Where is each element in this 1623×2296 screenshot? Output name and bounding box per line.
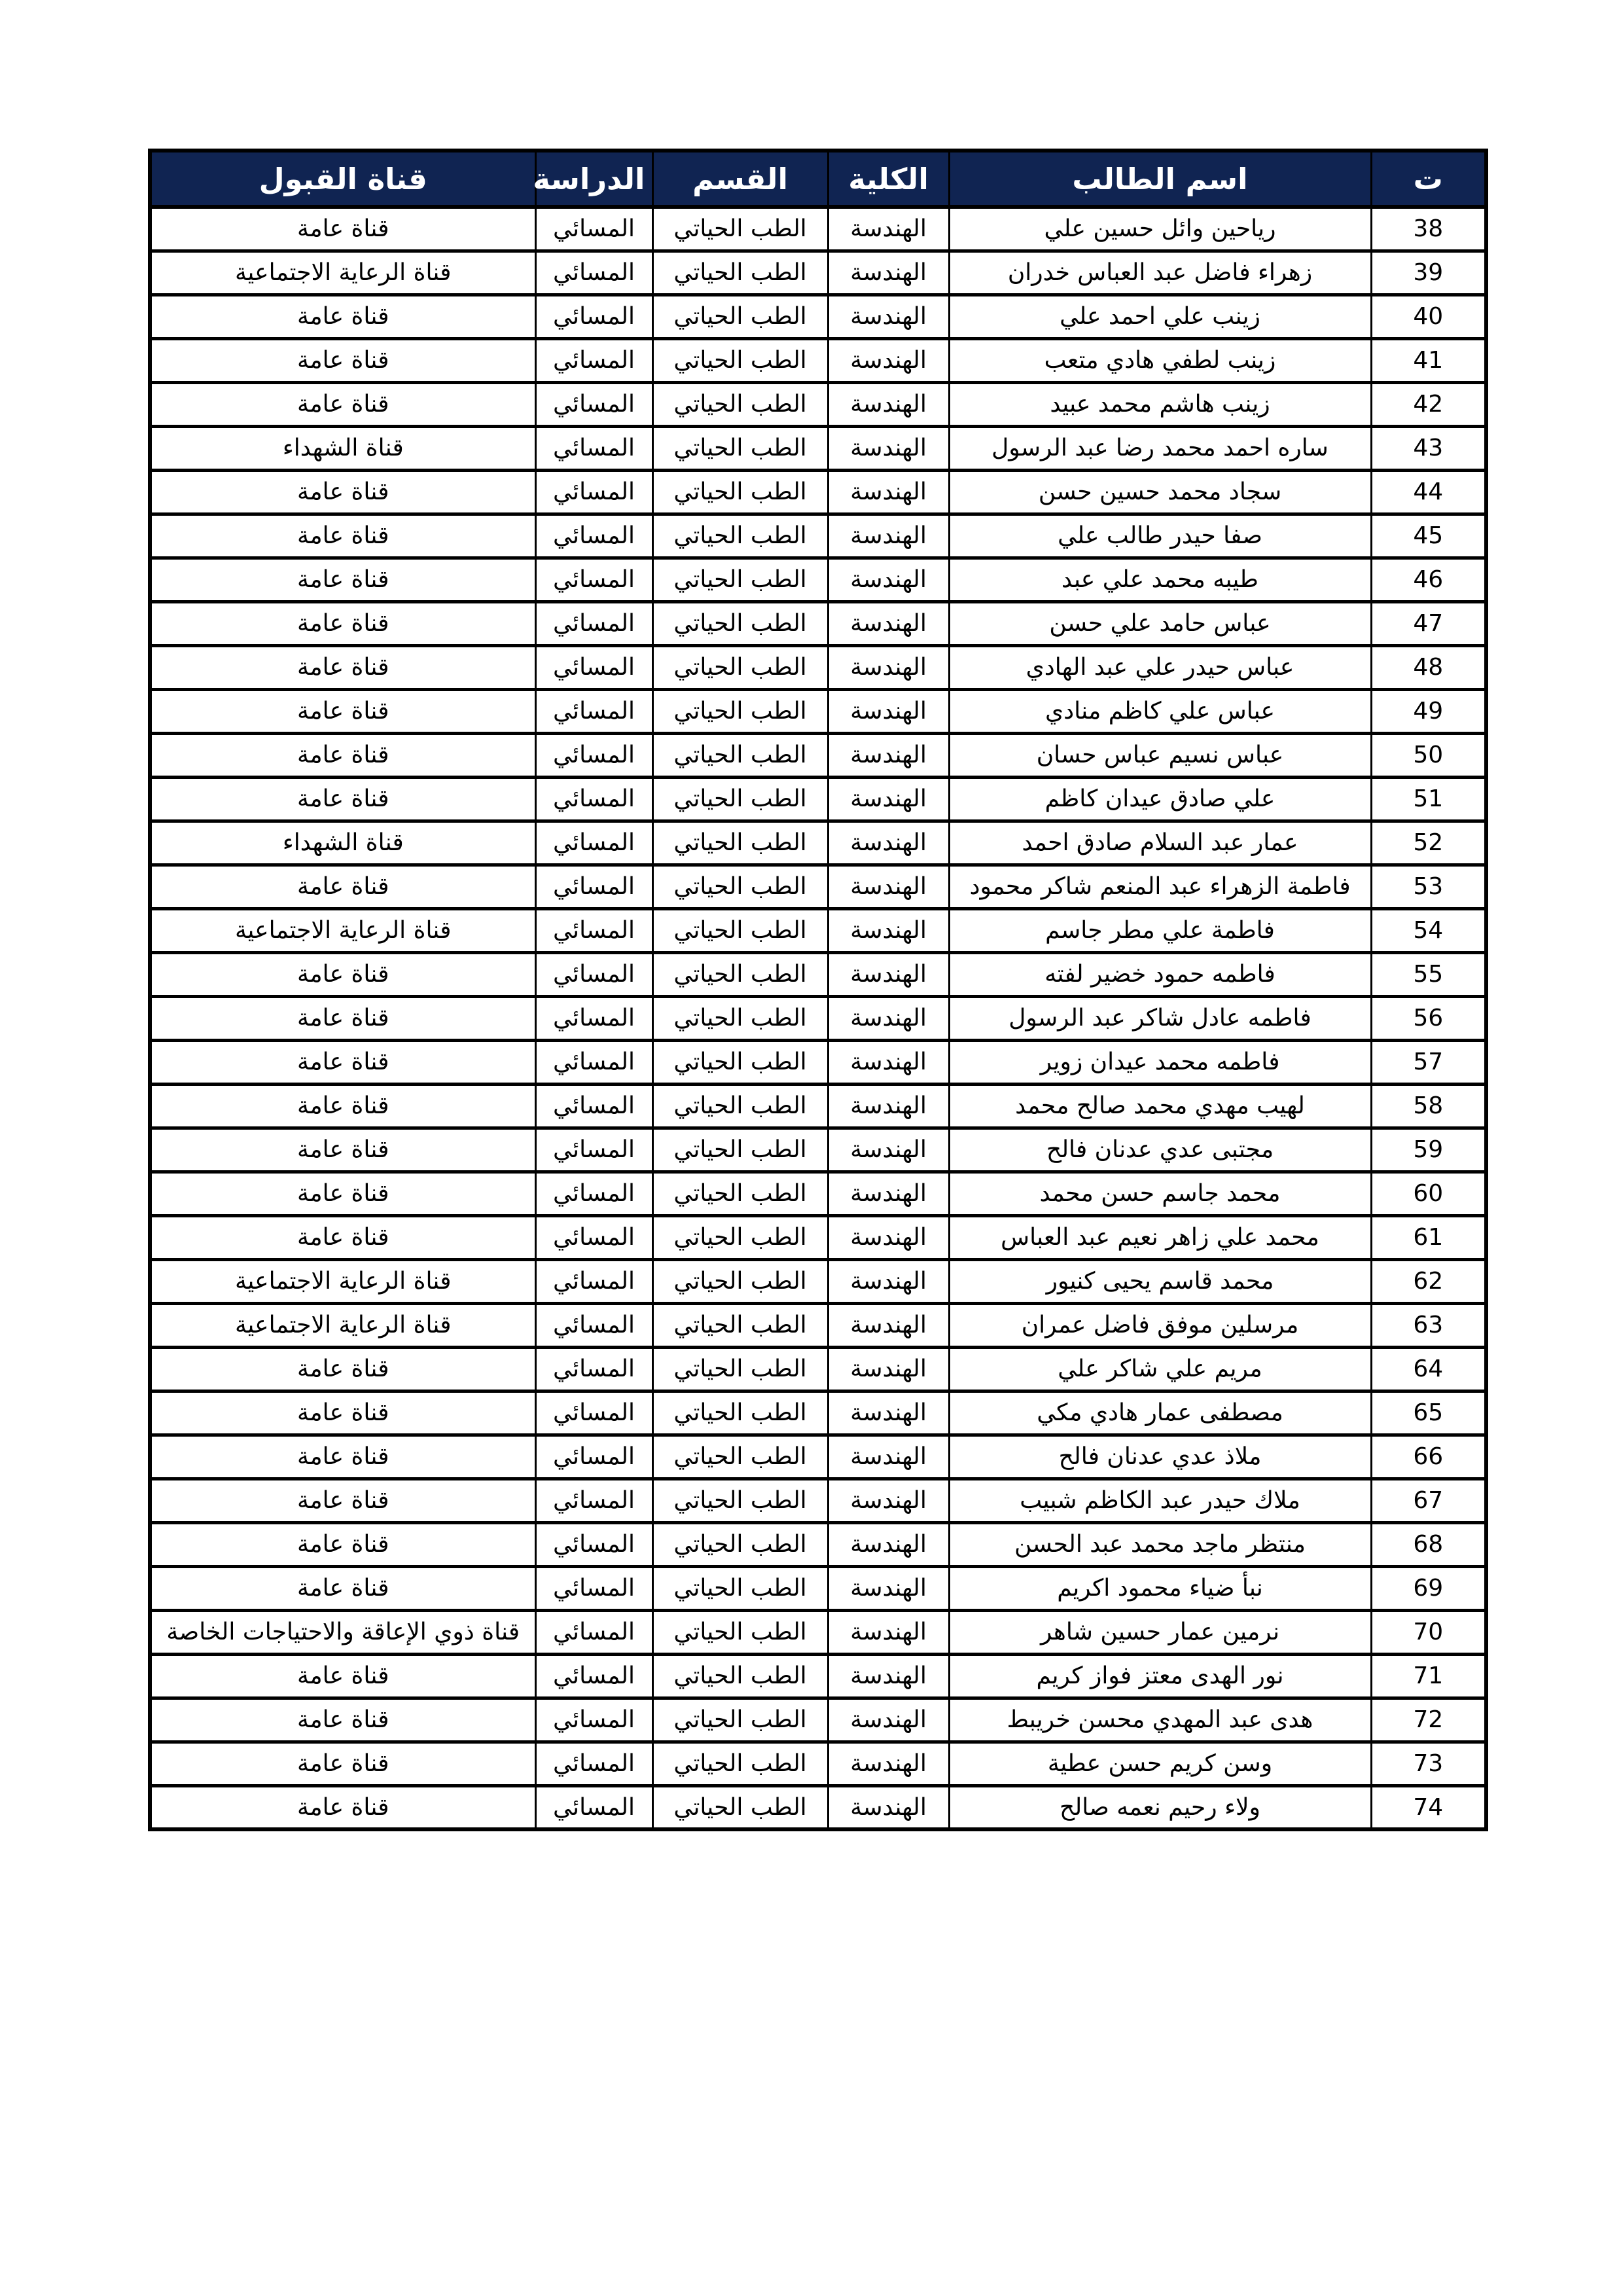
- cell-no: 45: [1371, 514, 1486, 558]
- cell-study: المسائي: [535, 733, 652, 777]
- table-row: [150, 514, 1486, 558]
- cell-department: الطب الحياتي: [652, 1215, 828, 1259]
- cell-no: 62: [1371, 1259, 1486, 1303]
- cell-student-name: صفا حيدر طالب علي: [949, 514, 1371, 558]
- cell-college: الهندسة: [828, 1435, 949, 1479]
- cell-college: الهندسة: [828, 1654, 949, 1698]
- table-row: [150, 1215, 1486, 1259]
- cell-department: الطب الحياتي: [652, 470, 828, 514]
- cell-admission-channel: قناة عامة: [150, 952, 535, 996]
- cell-admission-channel: قناة الرعاية الاجتماعية: [150, 251, 535, 295]
- cell-no: 61: [1371, 1215, 1486, 1259]
- cell-admission-channel: قناة الرعاية الاجتماعية: [150, 1303, 535, 1347]
- table-row: [150, 1522, 1486, 1566]
- cell-department: الطب الحياتي: [652, 645, 828, 689]
- cell-no: 67: [1371, 1479, 1486, 1522]
- cell-college: الهندسة: [828, 1566, 949, 1610]
- cell-admission-channel: قناة عامة: [150, 1435, 535, 1479]
- cell-study: المسائي: [535, 996, 652, 1040]
- cell-department: الطب الحياتي: [652, 952, 828, 996]
- cell-college: الهندسة: [828, 1215, 949, 1259]
- cell-student-name: ملاذ عدي عدنان فالح: [949, 1435, 1371, 1479]
- cell-student-name: محمد قاسم يحيى كنيور: [949, 1259, 1371, 1303]
- table-row: [150, 207, 1486, 251]
- table-row: [150, 1347, 1486, 1391]
- cell-department: الطب الحياتي: [652, 1084, 828, 1128]
- table-row: [150, 601, 1486, 645]
- cell-college: الهندسة: [828, 1172, 949, 1215]
- cell-study: المسائي: [535, 777, 652, 821]
- header-college: الكلية: [828, 151, 949, 207]
- cell-study: المسائي: [535, 251, 652, 295]
- cell-study: المسائي: [535, 908, 652, 952]
- cell-no: 51: [1371, 777, 1486, 821]
- table-row: [150, 558, 1486, 601]
- table-row: [150, 1742, 1486, 1785]
- table-row: [150, 996, 1486, 1040]
- cell-department: الطب الحياتي: [652, 558, 828, 601]
- cell-student-name: زينب لطفي هادي متعب: [949, 338, 1371, 382]
- cell-student-name: هدى عبد المهدي محسن خريبط: [949, 1698, 1371, 1742]
- cell-no: 71: [1371, 1654, 1486, 1698]
- cell-no: 60: [1371, 1172, 1486, 1215]
- cell-college: الهندسة: [828, 1259, 949, 1303]
- cell-no: 57: [1371, 1040, 1486, 1084]
- cell-department: الطب الحياتي: [652, 777, 828, 821]
- cell-admission-channel: قناة عامة: [150, 1654, 535, 1698]
- cell-admission-channel: قناة عامة: [150, 295, 535, 338]
- cell-no: 40: [1371, 295, 1486, 338]
- cell-college: الهندسة: [828, 1698, 949, 1742]
- cell-college: الهندسة: [828, 1347, 949, 1391]
- table-row: [150, 1259, 1486, 1303]
- cell-student-name: ساره احمد محمد رضا عبد الرسول: [949, 426, 1371, 470]
- cell-no: 38: [1371, 207, 1486, 251]
- cell-study: المسائي: [535, 1566, 652, 1610]
- cell-study: المسائي: [535, 1347, 652, 1391]
- cell-student-name: وسن كريم حسن عطية: [949, 1742, 1371, 1785]
- table-row: [150, 777, 1486, 821]
- cell-no: 64: [1371, 1347, 1486, 1391]
- cell-department: الطب الحياتي: [652, 1435, 828, 1479]
- cell-student-name: مريم علي شاكر علي: [949, 1347, 1371, 1391]
- cell-no: 70: [1371, 1610, 1486, 1654]
- cell-admission-channel: قناة عامة: [150, 996, 535, 1040]
- cell-study: المسائي: [535, 1654, 652, 1698]
- cell-department: الطب الحياتي: [652, 426, 828, 470]
- cell-student-name: عباس علي كاظم منادي: [949, 689, 1371, 733]
- cell-college: الهندسة: [828, 1128, 949, 1172]
- cell-admission-channel: قناة عامة: [150, 1479, 535, 1522]
- cell-college: الهندسة: [828, 470, 949, 514]
- cell-study: المسائي: [535, 952, 652, 996]
- cell-student-name: زينب هاشم محمد عبيد: [949, 382, 1371, 426]
- cell-college: الهندسة: [828, 1522, 949, 1566]
- table-row: [150, 251, 1486, 295]
- cell-college: الهندسة: [828, 1610, 949, 1654]
- cell-study: المسائي: [535, 470, 652, 514]
- table-row: [150, 908, 1486, 952]
- cell-department: الطب الحياتي: [652, 1698, 828, 1742]
- cell-college: الهندسة: [828, 382, 949, 426]
- cell-department: الطب الحياتي: [652, 1259, 828, 1303]
- cell-no: 39: [1371, 251, 1486, 295]
- cell-no: 72: [1371, 1698, 1486, 1742]
- table-header: [150, 151, 1486, 207]
- table-row: [150, 382, 1486, 426]
- cell-student-name: ملاك حيدر عبد الكاظم شبيب: [949, 1479, 1371, 1522]
- cell-no: 68: [1371, 1522, 1486, 1566]
- cell-admission-channel: قناة عامة: [150, 514, 535, 558]
- cell-department: الطب الحياتي: [652, 1742, 828, 1785]
- header-no: ت: [1371, 151, 1486, 207]
- cell-no: 43: [1371, 426, 1486, 470]
- cell-no: 47: [1371, 601, 1486, 645]
- cell-student-name: نور الهدى معتز فواز كريم: [949, 1654, 1371, 1698]
- cell-admission-channel: قناة عامة: [150, 1347, 535, 1391]
- cell-study: المسائي: [535, 1172, 652, 1215]
- cell-no: 69: [1371, 1566, 1486, 1610]
- cell-no: 65: [1371, 1391, 1486, 1435]
- cell-student-name: محمد جاسم حسن محمد: [949, 1172, 1371, 1215]
- cell-department: الطب الحياتي: [652, 251, 828, 295]
- cell-student-name: عباس نسيم عباس حسان: [949, 733, 1371, 777]
- cell-department: الطب الحياتي: [652, 1128, 828, 1172]
- cell-department: الطب الحياتي: [652, 689, 828, 733]
- table-row: [150, 689, 1486, 733]
- table-row: [150, 1610, 1486, 1654]
- cell-college: الهندسة: [828, 865, 949, 908]
- cell-student-name: عمار عبد السلام صادق احمد: [949, 821, 1371, 865]
- cell-study: المسائي: [535, 1698, 652, 1742]
- cell-study: المسائي: [535, 207, 652, 251]
- cell-college: الهندسة: [828, 1479, 949, 1522]
- cell-student-name: طيبه محمد علي عبد: [949, 558, 1371, 601]
- cell-admission-channel: قناة عامة: [150, 865, 535, 908]
- cell-no: 63: [1371, 1303, 1486, 1347]
- cell-department: الطب الحياتي: [652, 1785, 828, 1829]
- cell-student-name: سجاد محمد حسين حسن: [949, 470, 1371, 514]
- table-row: [150, 821, 1486, 865]
- cell-admission-channel: قناة عامة: [150, 382, 535, 426]
- cell-student-name: فاطمة علي مطر جاسم: [949, 908, 1371, 952]
- header-admission-channel: قناة القبول: [150, 151, 535, 207]
- cell-study: المسائي: [535, 1391, 652, 1435]
- cell-department: الطب الحياتي: [652, 1303, 828, 1347]
- header-study: الدراسة: [535, 151, 652, 207]
- cell-department: الطب الحياتي: [652, 1522, 828, 1566]
- students-table: [148, 149, 1488, 1831]
- cell-admission-channel: قناة عامة: [150, 777, 535, 821]
- cell-student-name: علي صادق عيدان كاظم: [949, 777, 1371, 821]
- cell-college: الهندسة: [828, 996, 949, 1040]
- table-row: [150, 1172, 1486, 1215]
- table-row: [150, 426, 1486, 470]
- cell-college: الهندسة: [828, 558, 949, 601]
- cell-study: المسائي: [535, 821, 652, 865]
- table-row: [150, 1040, 1486, 1084]
- cell-department: الطب الحياتي: [652, 1391, 828, 1435]
- cell-no: 54: [1371, 908, 1486, 952]
- cell-admission-channel: قناة عامة: [150, 733, 535, 777]
- cell-department: الطب الحياتي: [652, 338, 828, 382]
- table-row: [150, 1785, 1486, 1829]
- cell-department: الطب الحياتي: [652, 514, 828, 558]
- cell-college: الهندسة: [828, 821, 949, 865]
- cell-admission-channel: قناة عامة: [150, 558, 535, 601]
- cell-department: الطب الحياتي: [652, 996, 828, 1040]
- cell-department: الطب الحياتي: [652, 1040, 828, 1084]
- cell-study: المسائي: [535, 1303, 652, 1347]
- cell-study: المسائي: [535, 1259, 652, 1303]
- cell-student-name: عباس حامد علي حسن: [949, 601, 1371, 645]
- cell-study: المسائي: [535, 426, 652, 470]
- cell-study: المسائي: [535, 1128, 652, 1172]
- cell-department: الطب الحياتي: [652, 1566, 828, 1610]
- cell-no: 74: [1371, 1785, 1486, 1829]
- cell-college: الهندسة: [828, 601, 949, 645]
- cell-study: المسائي: [535, 1610, 652, 1654]
- cell-no: 55: [1371, 952, 1486, 996]
- cell-study: المسائي: [535, 338, 652, 382]
- cell-admission-channel: قناة الرعاية الاجتماعية: [150, 908, 535, 952]
- table-row: [150, 1391, 1486, 1435]
- cell-study: المسائي: [535, 865, 652, 908]
- cell-college: الهندسة: [828, 295, 949, 338]
- cell-admission-channel: قناة الشهداء: [150, 821, 535, 865]
- cell-department: الطب الحياتي: [652, 1610, 828, 1654]
- table-row: [150, 470, 1486, 514]
- cell-college: الهندسة: [828, 1742, 949, 1785]
- cell-study: المسائي: [535, 1084, 652, 1128]
- cell-college: الهندسة: [828, 1303, 949, 1347]
- table-row: [150, 733, 1486, 777]
- cell-college: الهندسة: [828, 1785, 949, 1829]
- table-row: [150, 338, 1486, 382]
- cell-no: 52: [1371, 821, 1486, 865]
- cell-study: المسائي: [535, 295, 652, 338]
- cell-college: الهندسة: [828, 514, 949, 558]
- cell-college: الهندسة: [828, 952, 949, 996]
- cell-admission-channel: قناة عامة: [150, 1172, 535, 1215]
- table-body: [150, 207, 1486, 1829]
- table-row: [150, 1084, 1486, 1128]
- cell-college: الهندسة: [828, 207, 949, 251]
- header-department: القسم: [652, 151, 828, 207]
- cell-department: الطب الحياتي: [652, 295, 828, 338]
- cell-college: الهندسة: [828, 1084, 949, 1128]
- cell-student-name: محمد علي زاهر نعيم عبد العباس: [949, 1215, 1371, 1259]
- cell-admission-channel: قناة عامة: [150, 1785, 535, 1829]
- cell-student-name: مصطفى عمار هادي مكي: [949, 1391, 1371, 1435]
- cell-admission-channel: قناة عامة: [150, 1128, 535, 1172]
- cell-study: المسائي: [535, 1742, 652, 1785]
- cell-student-name: مجتبى عدي عدنان فالح: [949, 1128, 1371, 1172]
- cell-admission-channel: قناة عامة: [150, 207, 535, 251]
- cell-student-name: فاطمه عادل شاكر عبد الرسول: [949, 996, 1371, 1040]
- table-row: [150, 952, 1486, 996]
- cell-no: 41: [1371, 338, 1486, 382]
- cell-admission-channel: قناة عامة: [150, 1215, 535, 1259]
- cell-study: المسائي: [535, 1040, 652, 1084]
- table-row: [150, 1654, 1486, 1698]
- cell-no: 50: [1371, 733, 1486, 777]
- cell-student-name: مرسلين موفق فاضل عمران: [949, 1303, 1371, 1347]
- cell-department: الطب الحياتي: [652, 821, 828, 865]
- cell-department: الطب الحياتي: [652, 382, 828, 426]
- cell-college: الهندسة: [828, 733, 949, 777]
- cell-student-name: نبأ ضياء محمود اكريم: [949, 1566, 1371, 1610]
- cell-student-name: لهيب مهدي محمد صالح محمد: [949, 1084, 1371, 1128]
- table-row: [150, 1128, 1486, 1172]
- table-row: [150, 1435, 1486, 1479]
- cell-no: 59: [1371, 1128, 1486, 1172]
- cell-study: المسائي: [535, 1479, 652, 1522]
- cell-admission-channel: قناة ذوي الإعاقة والاحتياجات الخاصة: [150, 1610, 535, 1654]
- cell-no: 44: [1371, 470, 1486, 514]
- cell-student-name: ولاء رحيم نعمه صالح: [949, 1785, 1371, 1829]
- cell-no: 48: [1371, 645, 1486, 689]
- cell-no: 66: [1371, 1435, 1486, 1479]
- table-row: [150, 645, 1486, 689]
- cell-study: المسائي: [535, 514, 652, 558]
- cell-study: المسائي: [535, 601, 652, 645]
- cell-student-name: فاطمه حمود خضير لفته: [949, 952, 1371, 996]
- cell-department: الطب الحياتي: [652, 908, 828, 952]
- cell-study: المسائي: [535, 645, 652, 689]
- cell-study: المسائي: [535, 1522, 652, 1566]
- cell-department: الطب الحياتي: [652, 1347, 828, 1391]
- cell-admission-channel: قناة عامة: [150, 338, 535, 382]
- cell-department: الطب الحياتي: [652, 865, 828, 908]
- cell-student-name: زهراء فاضل عبد العباس خدران: [949, 251, 1371, 295]
- cell-admission-channel: قناة عامة: [150, 601, 535, 645]
- cell-student-name: زينب علي احمد علي: [949, 295, 1371, 338]
- cell-admission-channel: قناة عامة: [150, 1698, 535, 1742]
- cell-department: الطب الحياتي: [652, 207, 828, 251]
- cell-admission-channel: قناة عامة: [150, 1566, 535, 1610]
- cell-study: المسائي: [535, 689, 652, 733]
- cell-study: المسائي: [535, 558, 652, 601]
- table-row: [150, 1566, 1486, 1610]
- table-row: [150, 1479, 1486, 1522]
- cell-admission-channel: قناة عامة: [150, 1084, 535, 1128]
- cell-admission-channel: قناة الرعاية الاجتماعية: [150, 1259, 535, 1303]
- cell-study: المسائي: [535, 1435, 652, 1479]
- cell-college: الهندسة: [828, 1391, 949, 1435]
- cell-admission-channel: قناة عامة: [150, 645, 535, 689]
- table-row: [150, 1303, 1486, 1347]
- table-row: [150, 865, 1486, 908]
- table-row: [150, 295, 1486, 338]
- cell-no: 56: [1371, 996, 1486, 1040]
- cell-college: الهندسة: [828, 908, 949, 952]
- cell-no: 49: [1371, 689, 1486, 733]
- cell-student-name: فاطمة الزهراء عبد المنعم شاكر محمود: [949, 865, 1371, 908]
- cell-admission-channel: قناة عامة: [150, 1742, 535, 1785]
- cell-college: الهندسة: [828, 1040, 949, 1084]
- cell-admission-channel: قناة عامة: [150, 689, 535, 733]
- cell-study: المسائي: [535, 1215, 652, 1259]
- cell-admission-channel: قناة عامة: [150, 1391, 535, 1435]
- cell-college: الهندسة: [828, 251, 949, 295]
- header-row: [150, 151, 1486, 207]
- cell-department: الطب الحياتي: [652, 1479, 828, 1522]
- cell-no: 73: [1371, 1742, 1486, 1785]
- cell-student-name: منتظر ماجد محمد عبد الحسن: [949, 1522, 1371, 1566]
- header-student-name: اسم الطالب: [949, 151, 1371, 207]
- cell-study: المسائي: [535, 382, 652, 426]
- cell-admission-channel: قناة عامة: [150, 470, 535, 514]
- cell-department: الطب الحياتي: [652, 733, 828, 777]
- table-row: [150, 1698, 1486, 1742]
- cell-college: الهندسة: [828, 689, 949, 733]
- cell-no: 42: [1371, 382, 1486, 426]
- cell-college: الهندسة: [828, 777, 949, 821]
- cell-admission-channel: قناة الشهداء: [150, 426, 535, 470]
- cell-admission-channel: قناة عامة: [150, 1522, 535, 1566]
- cell-college: الهندسة: [828, 645, 949, 689]
- cell-department: الطب الحياتي: [652, 1654, 828, 1698]
- cell-no: 46: [1371, 558, 1486, 601]
- cell-college: الهندسة: [828, 338, 949, 382]
- cell-department: الطب الحياتي: [652, 1172, 828, 1215]
- cell-study: المسائي: [535, 1785, 652, 1829]
- cell-student-name: فاطمه محمد عيدان زوير: [949, 1040, 1371, 1084]
- cell-no: 53: [1371, 865, 1486, 908]
- cell-student-name: عباس حيدر علي عبد الهادي: [949, 645, 1371, 689]
- cell-no: 58: [1371, 1084, 1486, 1128]
- cell-student-name: رياحين وائل حسين علي: [949, 207, 1371, 251]
- cell-admission-channel: قناة عامة: [150, 1040, 535, 1084]
- cell-department: الطب الحياتي: [652, 601, 828, 645]
- cell-college: الهندسة: [828, 426, 949, 470]
- cell-student-name: نرمين عمار حسين شاهر: [949, 1610, 1371, 1654]
